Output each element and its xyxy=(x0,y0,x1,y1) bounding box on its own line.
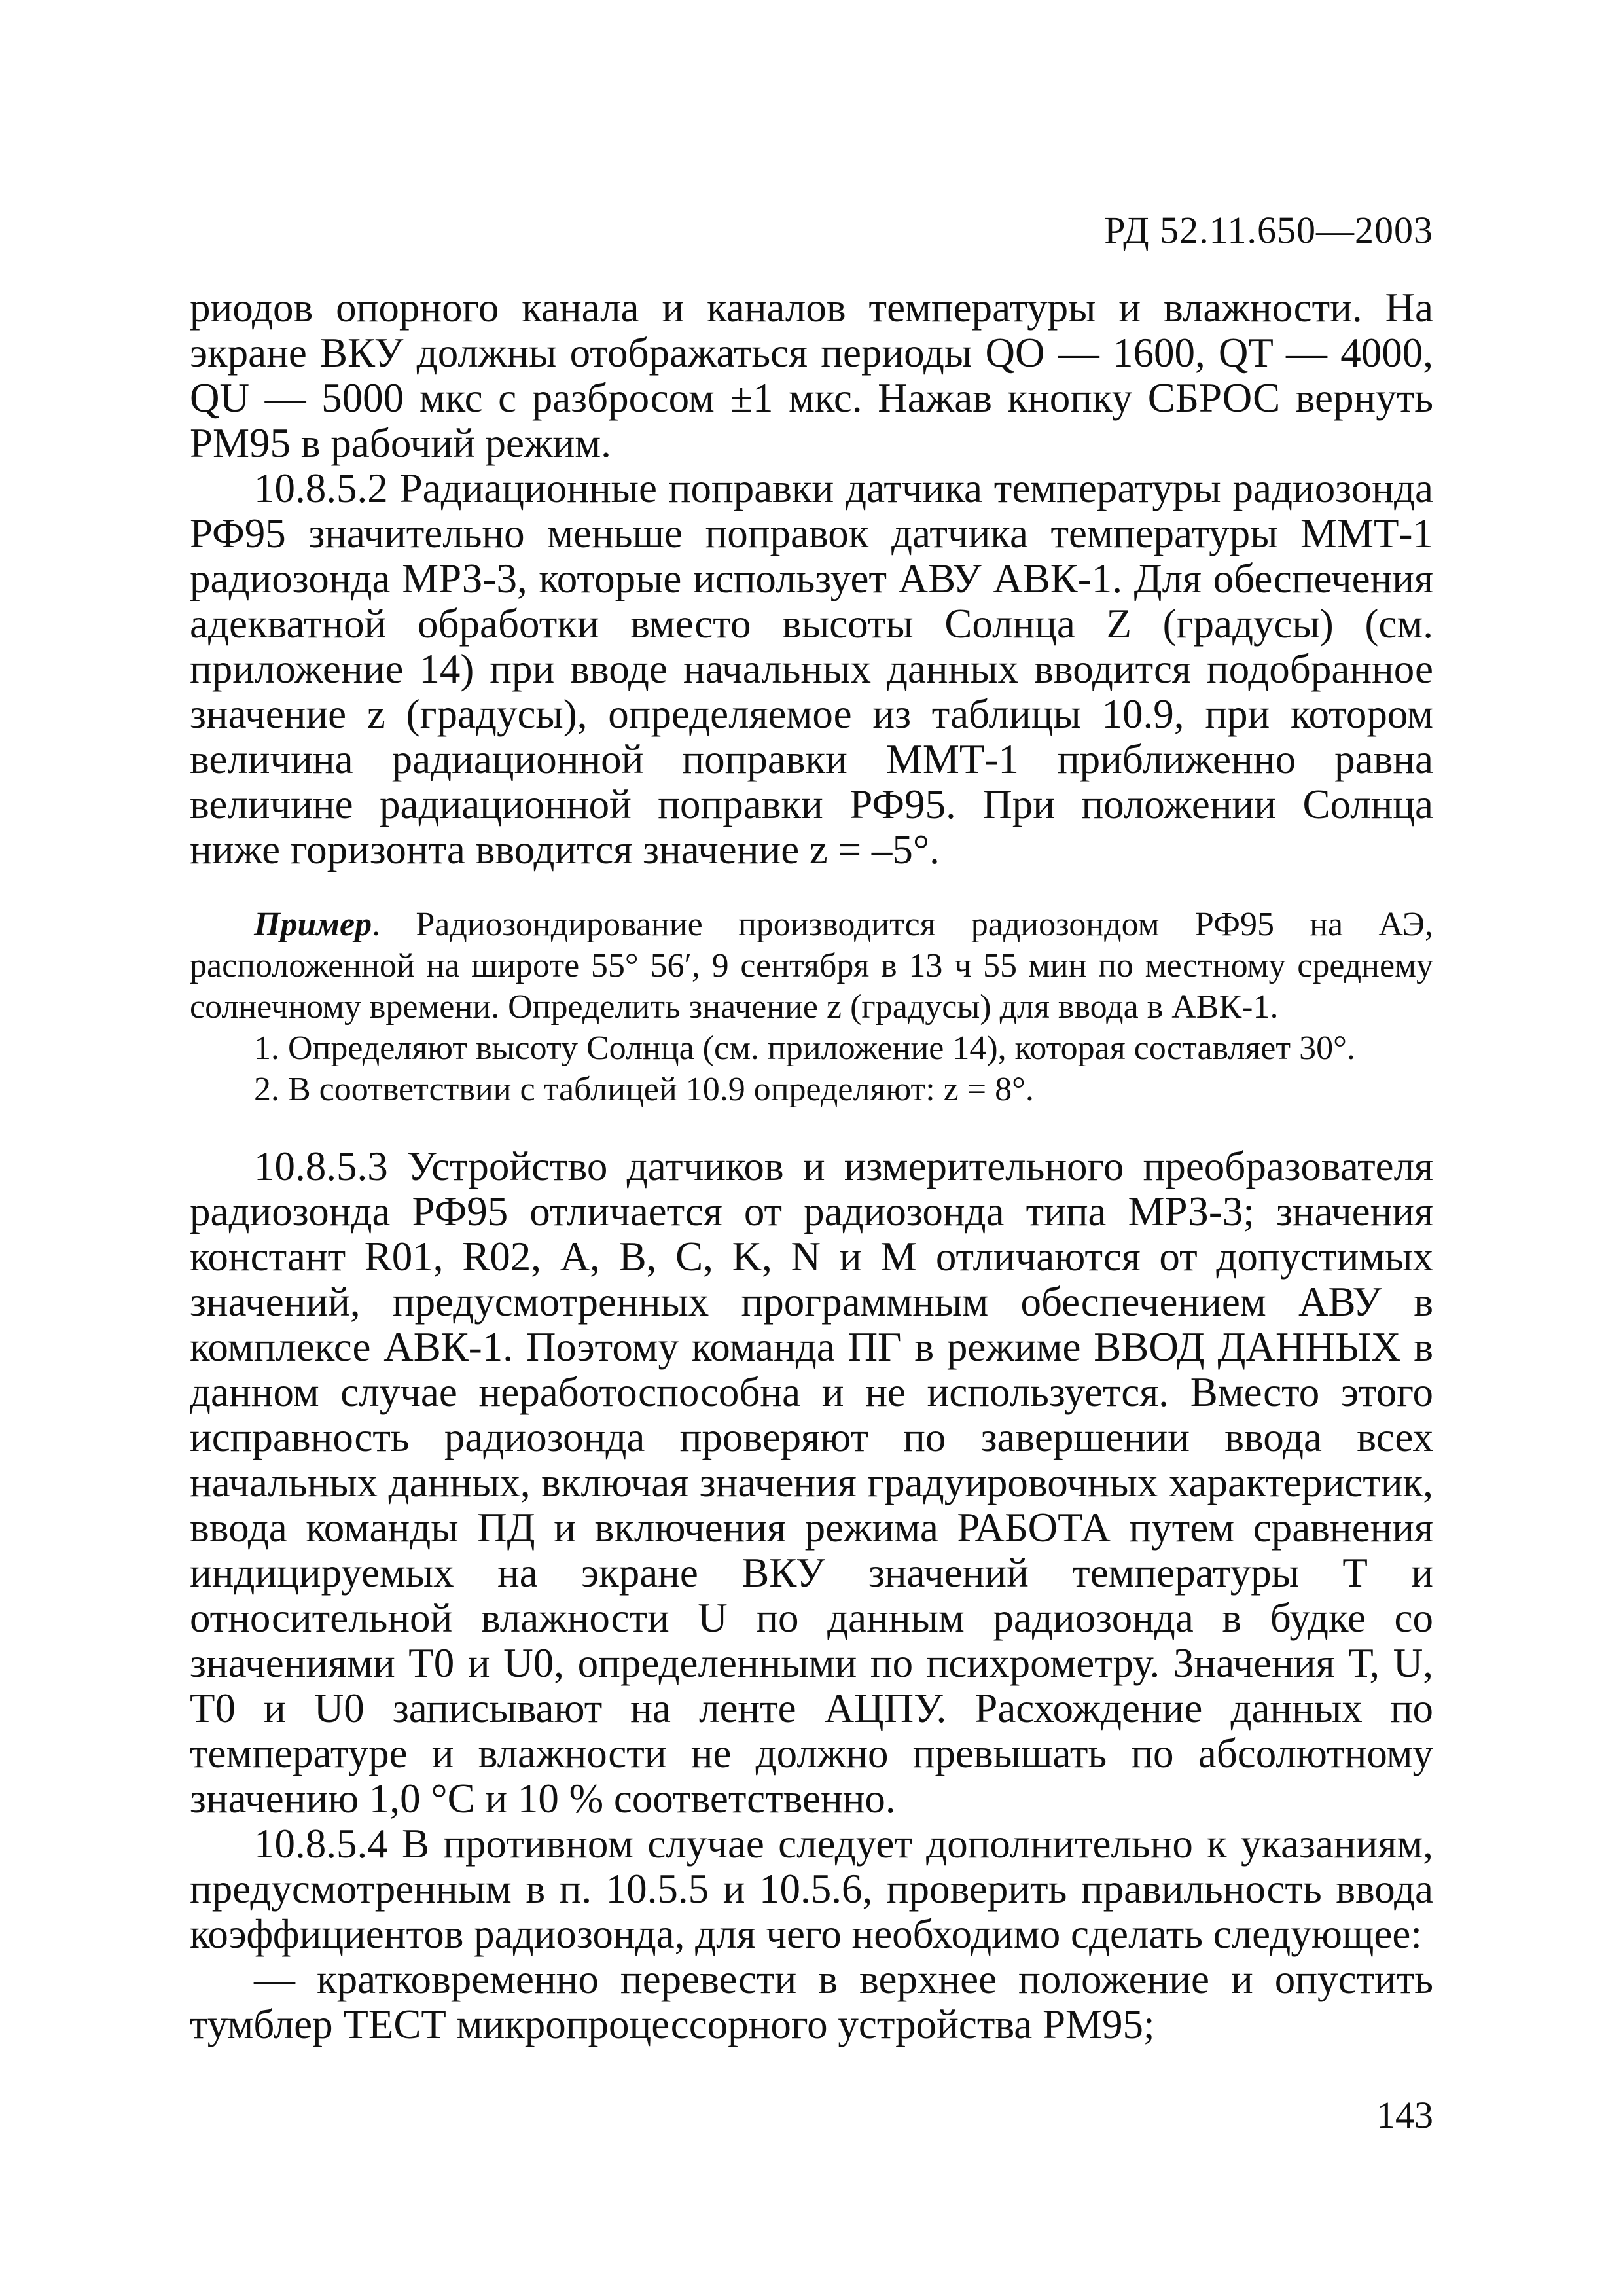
example-step-2: 2. В соответствии с таблицей 10.9 определяют: z = 8°. xyxy=(254,1071,1034,1108)
paragraph-10-8-5-3: 10.8.5.3 Устройство датчиков и измерительного преобразователя радиозонда РФ95 отличается от радиозонда типа МРЗ-3; значения констант R01, R02, А, В, С, K, N и М отличаются от допустимых значений, предусмотренных программным обеспечением АВУ в комплексе АВК-1. Поэтому команда ПГ в режиме ВВОД ДАННЫХ в данном случае неработоспособна и не используется. Вместо этого исправность радиозонда проверяют по завершении ввода всех начальных данных, включая значения градуировочных характеристик, ввода команды ПД и включения режима РАБОТА путем сравнения индицируемых на экране ВКУ значений температуры Т и относительной влажности U по данным радиозонда в будке со значениями T0 и U0, определенными по психрометру. Значения Т, U, T0 и U0 записывают на ленте АЦПУ. Расхождение данных по температуре и влажности не должно превышать по абсолютному значению 1,0 °С и 10 % соответственно. xyxy=(190,1143,1433,1821)
document-body xyxy=(190,285,1433,2047)
paragraph-10-8-5-4: 10.8.5.4 В противном случае следует дополнительно к указаниям, предусмотренным в п. 10.5.5 и 10.5.6, проверить правильность ввода коэффициентов радиозонда, для чего необходимо сделать следующее: xyxy=(190,1821,1433,1957)
example-block xyxy=(190,904,1433,1110)
list-item-dash: — кратковременно перевести в верхнее положение и опустить тумблер ТЕСТ микропроцессорного устройства РМ95; xyxy=(190,1956,1433,2047)
example-intro xyxy=(190,904,1433,1028)
example-intro-text: . Радиозондирование производится радиозондом РФ95 на АЭ, расположенной на широте 55° 56′, 9 сентября в 13 ч 55 мин по местному среднему солнечному времени. Определить значение z (градусы) для ввода в АВК-1. xyxy=(190,906,1433,1026)
document-code-header: РД 52.11.650—2003 xyxy=(1104,209,1433,251)
example-step-1: 1. Определяют высоту Солнца (см. приложение 14), которая составляет 30°. xyxy=(254,1030,1355,1067)
page-number: 143 xyxy=(1376,2094,1433,2136)
paragraph-10-8-5-2: 10.8.5.2 Радиационные поправки датчика температуры радиозонда РФ95 значительно меньше поправок датчика температуры ММТ-1 радиозонда МРЗ-3, которые использует АВУ АВК-1. Для обеспечения адекватной обработки вместо высоты Солнца Z (градусы) (см. приложение 14) при вводе начальных данных вводится подобранное значение z (градусы), определяемое из таблицы 10.9, при котором величина радиационной поправки ММТ-1 приближенно равна величине радиационной поправки РФ95. При положении Солнца ниже горизонта вводится значение z = –5°. xyxy=(190,465,1433,872)
paragraph-continuation: риодов опорного канала и каналов температуры и влажности. На экране ВКУ должны отображаться периоды QO — 1600, QT — 4000, QU — 5000 мкс с разбросом ±1 мкс. Нажав кнопку СБРОС вернуть РМ95 в рабочий режим. xyxy=(190,285,1433,466)
example-label: Пример xyxy=(254,906,372,943)
